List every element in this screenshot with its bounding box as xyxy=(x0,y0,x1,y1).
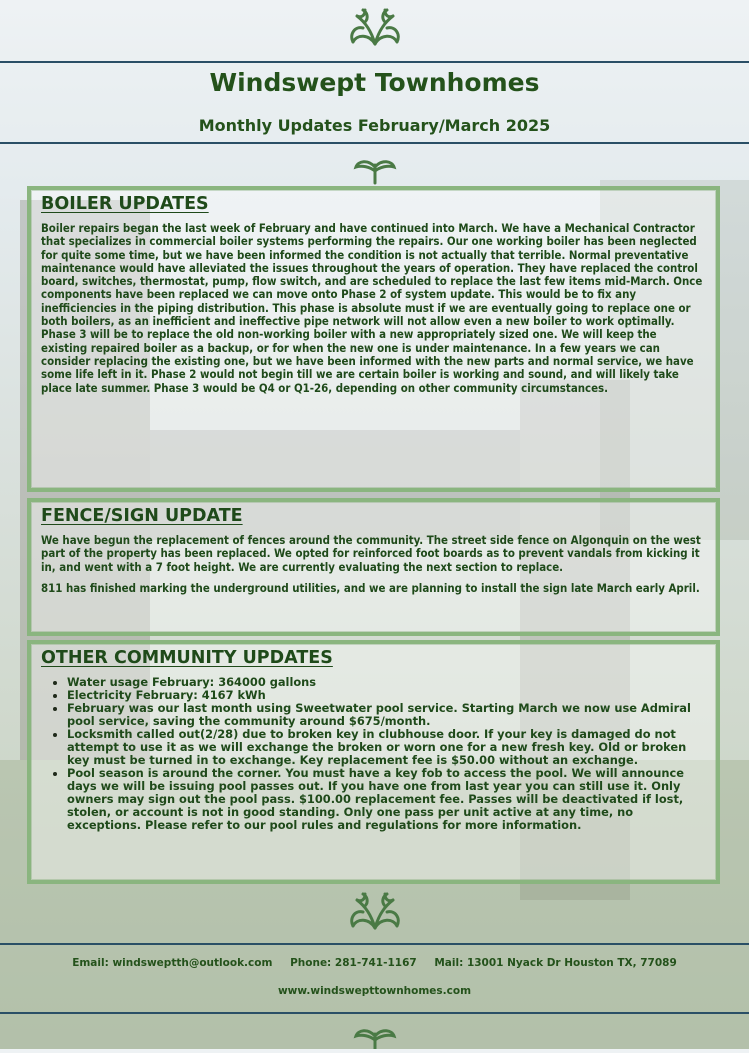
other-community-updates-section xyxy=(27,640,720,884)
leaf-flourish-icon xyxy=(0,888,749,932)
footer-bottom-rule xyxy=(0,1012,749,1014)
footer-top-rule xyxy=(0,943,749,945)
list-item: • Locksmith called out(2/28) due to broken key in clubhouse door. If your key is damaged do not attempt to use it as we will exchange the broken or worn one for a new fresh key. Old or broken key must be turned in to exchange. Key replacement fee is $50.00 without an exchange. xyxy=(67,728,706,767)
page-title: Windswept Townhomes xyxy=(209,68,540,97)
page-subtitle: Monthly Updates February/March 2025 xyxy=(198,116,551,135)
sign-update-text: 811 has finished marking the underground utilities, and we are planning to install the sign late March early April. xyxy=(41,580,700,595)
header-top-rule xyxy=(0,61,749,63)
contact-mail: Mail: 13001 Nyack Dr Houston TX, 77089 xyxy=(434,957,677,969)
contact-info xyxy=(0,957,749,969)
boiler-updates-text: Boiler repairs began the last week of February and have continued into March. We have a Mechanical Contractor that specializes in commercial boiler systems performing the repairs. Our one working boiler has been neglected for quite some time, but we have been informed the condition is not actually that terrible. Normal preventative maintenance would have alleviated the issues throughout the years of operation. They have replaced the control board, switches, thermostat, pump, flow switch, and are scheduled to replace the last few items mid-March. Once components have been replaced we can move onto Phase 2 of system update. This would be to fix any inefficiencies in the piping distribution. This phase is absolute must if we are eventually going to replace one or both boilers, as an inefficient and ineffective pipe network will not allow even a new boiler to work optimally. Phase 3 will be to replace the old non-working boiler with a new appropriately sized one. We will keep the existing repaired boiler as a backup, or for when the new one is under maintenance. In a few years we can consider replacing the existing one, but we have been informed with the new parts and normal service, we have some life left in it. Phase 2 would not begin till we are certain boiler is working and sound, and will likely take place late summer. Phase 3 would be Q4 or Q1-26, depending on other community circumstances. xyxy=(41,221,703,395)
fence-sign-update-heading: FENCE/SIGN UPDATE xyxy=(41,506,243,526)
community-updates-list xyxy=(41,676,706,832)
contact-email[interactable]: Email: windsweptth@outlook.com xyxy=(72,957,273,969)
tulip-divider-icon xyxy=(0,1024,749,1049)
contact-phone[interactable]: Phone: 281-741-1167 xyxy=(290,957,417,969)
other-community-updates-heading: OTHER COMMUNITY UPDATES xyxy=(41,648,333,668)
header-bottom-rule xyxy=(0,142,749,144)
boiler-updates-section xyxy=(27,186,720,492)
fence-sign-update-section xyxy=(27,498,720,636)
list-item: • Water usage February: 364000 gallons xyxy=(67,676,706,689)
list-item: • February was our last month using Sweetwater pool service. Starting March we now use Admiral pool service, saving the community around $675/month. xyxy=(67,702,706,728)
list-item: • Electricity February: 4167 kWh xyxy=(67,689,706,702)
list-item: • Pool season is around the corner. You must have a key fob to access the pool. We will announce days we will be issuing pool passes out. If you have one from last year you can still use it. Only owners may sign out the pool pass. $100.00 replacement fee. Passes will be deactivated if lost, stolen, or account is not in good standing. Only one pass per unit active at any time, no exceptions. Please refer to our pool rules and regulations for more information. xyxy=(67,767,706,832)
website-link[interactable]: www.windswepttownhomes.com xyxy=(277,985,472,997)
boiler-updates-heading: BOILER UPDATES xyxy=(41,194,209,214)
tulip-divider-icon xyxy=(0,155,749,185)
fence-update-text: We have begun the replacement of fences around the community. The street side fence on Algonquin on the west part of the property has been replaced. We opted for reinforced foot boards as to prevent vandals from kicking it in, and went with a 7 foot height. We are currently evaluating the next section to replace. xyxy=(41,533,701,574)
leaf-flourish-icon xyxy=(0,4,749,48)
